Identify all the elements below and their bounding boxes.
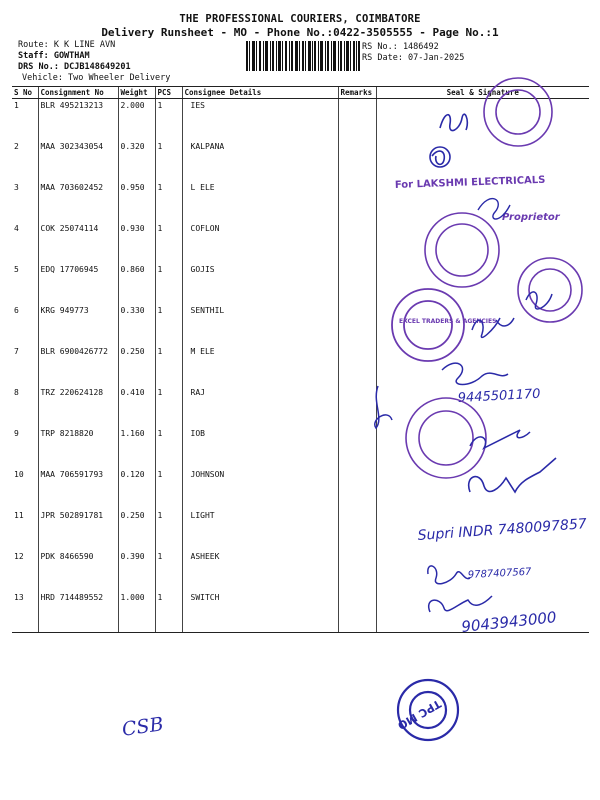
phone-row8: 9445501170 bbox=[457, 386, 541, 406]
cell-seal-signature bbox=[376, 263, 589, 304]
cell-consignment-no: MAA 706591793 bbox=[38, 468, 118, 509]
company-name: THE PROFESSIONAL COURIERS, COIMBATORE bbox=[179, 13, 421, 25]
cell-consignment-no: JPR 502891781 bbox=[38, 509, 118, 550]
stamp-bottom bbox=[398, 680, 458, 740]
cell-seal-signature bbox=[376, 550, 589, 591]
table-row bbox=[12, 140, 589, 181]
stamp-row3-text: For LAKSHMI ELECTRICALS bbox=[394, 174, 546, 191]
cell-pcs: 1 bbox=[155, 99, 182, 141]
cell-sno: 7 bbox=[14, 347, 19, 356]
vehicle-label: Vehicle: Two Wheeler Delivery bbox=[22, 73, 171, 83]
cell-remarks bbox=[338, 263, 376, 304]
table-row bbox=[12, 550, 589, 591]
rs-date: RS Date: 07-Jan-2025 bbox=[362, 53, 465, 63]
cell-remarks bbox=[338, 181, 376, 222]
cell-sno: 9 bbox=[14, 429, 19, 438]
cell-consignment-no: MAA 703602452 bbox=[38, 181, 118, 222]
cell-pcs: 1 bbox=[155, 181, 182, 222]
col-remarks: Remarks bbox=[338, 87, 376, 99]
cell-pcs: 1 bbox=[155, 222, 182, 263]
cell-weight: 2.000 bbox=[118, 99, 155, 141]
cell-sno: 2 bbox=[14, 142, 19, 151]
cell-consignee: LIGHT bbox=[182, 509, 338, 550]
table-row bbox=[12, 427, 589, 468]
cell-remarks bbox=[338, 140, 376, 181]
cell-sno: 1 bbox=[14, 101, 19, 110]
cell-seal-signature bbox=[376, 509, 589, 550]
table-row bbox=[12, 263, 589, 304]
col-consignee: Consignee Details bbox=[182, 87, 338, 99]
cell-consignee: KALPANA bbox=[182, 140, 338, 181]
cell-pcs: 1 bbox=[155, 591, 182, 633]
cell-sno: 11 bbox=[14, 511, 24, 520]
cell-remarks bbox=[338, 591, 376, 633]
cell-weight: 0.330 bbox=[118, 304, 155, 345]
cell-consignee: JOHNSON bbox=[182, 468, 338, 509]
cell-consignee: M ELE bbox=[182, 345, 338, 386]
cell-weight: 0.410 bbox=[118, 386, 155, 427]
cell-consignment-no: TRZ 220624128 bbox=[38, 386, 118, 427]
cell-sno: 12 bbox=[14, 552, 24, 561]
cell-pcs: 1 bbox=[155, 550, 182, 591]
table-header-row bbox=[12, 87, 589, 99]
cell-seal-signature bbox=[376, 222, 589, 263]
cell-pcs: 1 bbox=[155, 386, 182, 427]
cell-remarks bbox=[338, 550, 376, 591]
cell-remarks bbox=[338, 304, 376, 345]
cell-consignee: SWITCH bbox=[182, 591, 338, 633]
cell-consignee: IOB bbox=[182, 427, 338, 468]
cell-consignee: COFLON bbox=[182, 222, 338, 263]
cell-consignment-no: COK 25074114 bbox=[38, 222, 118, 263]
cell-weight: 0.390 bbox=[118, 550, 155, 591]
cell-sno: 4 bbox=[14, 224, 19, 233]
cell-weight: 0.930 bbox=[118, 222, 155, 263]
cell-remarks bbox=[338, 427, 376, 468]
table-row bbox=[12, 222, 589, 263]
col-pcs: PCS bbox=[155, 87, 182, 99]
phone-row12: 9787407567 bbox=[467, 566, 532, 581]
cell-weight: 0.250 bbox=[118, 509, 155, 550]
runsheet-title: Delivery Runsheet - MO - Phone No.:0422-3505555 - Page No.:1 bbox=[101, 26, 499, 39]
cell-seal-signature bbox=[376, 140, 589, 181]
cell-weight: 0.860 bbox=[118, 263, 155, 304]
table-row bbox=[12, 468, 589, 509]
cell-consignment-no: EDQ 17706945 bbox=[38, 263, 118, 304]
cell-consignment-no: PDK 8466590 bbox=[38, 550, 118, 591]
cell-pcs: 1 bbox=[155, 345, 182, 386]
table-row bbox=[12, 591, 589, 633]
cell-weight: 0.120 bbox=[118, 468, 155, 509]
col-weight: Weight bbox=[118, 87, 155, 99]
cell-weight: 1.000 bbox=[118, 591, 155, 633]
route-label: Route: K K LINE AVN bbox=[18, 40, 116, 50]
table-row bbox=[12, 386, 589, 427]
cell-sno: 6 bbox=[14, 306, 19, 315]
cell-remarks bbox=[338, 99, 376, 141]
cell-remarks bbox=[338, 468, 376, 509]
cell-weight: 0.320 bbox=[118, 140, 155, 181]
stamp-row3-proprietor: Proprietor bbox=[502, 212, 560, 223]
cell-consignment-no: KRG 949773 bbox=[38, 304, 118, 345]
cell-consignee: GOJIS bbox=[182, 263, 338, 304]
cell-pcs: 1 bbox=[155, 468, 182, 509]
phone-row13: 9043943000 bbox=[460, 608, 558, 636]
col-seal-signature: Seal & Signature bbox=[376, 87, 589, 99]
rs-number: RS No.: 1486492 bbox=[362, 42, 439, 52]
table-row bbox=[12, 304, 589, 345]
table-row bbox=[12, 345, 589, 386]
cell-consignee: SENTHIL bbox=[182, 304, 338, 345]
cell-seal-signature bbox=[376, 345, 589, 386]
barcode bbox=[246, 41, 360, 71]
runsheet-table bbox=[12, 86, 589, 633]
cell-seal-signature bbox=[376, 99, 589, 141]
cell-remarks bbox=[338, 222, 376, 263]
cell-consignee: ASHEEK bbox=[182, 550, 338, 591]
cell-seal-signature bbox=[376, 468, 589, 509]
drs-number: DRS No.: DCJB148649201 bbox=[18, 62, 131, 72]
cell-consignment-no: MAA 302343054 bbox=[38, 140, 118, 181]
col-consignment: Consignment No bbox=[38, 87, 118, 99]
table-row bbox=[12, 509, 589, 550]
cell-weight: 0.950 bbox=[118, 181, 155, 222]
cell-pcs: 1 bbox=[155, 509, 182, 550]
cell-consignee: L ELE bbox=[182, 181, 338, 222]
cell-sno: 13 bbox=[12, 591, 38, 633]
cell-pcs: 1 bbox=[155, 427, 182, 468]
table-row bbox=[12, 99, 589, 141]
cell-sno: 3 bbox=[14, 183, 19, 192]
cell-consignment-no: TRP 8218820 bbox=[38, 427, 118, 468]
stamp-bottom-text: TPC MO bbox=[395, 696, 444, 733]
cell-pcs: 1 bbox=[155, 304, 182, 345]
cell-pcs: 1 bbox=[155, 140, 182, 181]
bottom-initials: CSB bbox=[120, 713, 165, 741]
cell-seal-signature bbox=[376, 591, 589, 633]
cell-weight: 0.250 bbox=[118, 345, 155, 386]
cell-sno: 8 bbox=[14, 388, 19, 397]
cell-consignee: RAJ bbox=[182, 386, 338, 427]
cell-consignment-no: BLR 495213213 bbox=[38, 99, 118, 141]
cell-seal-signature bbox=[376, 386, 589, 427]
staff-label: Staff: GOWTHAM bbox=[18, 51, 90, 61]
cell-remarks bbox=[338, 509, 376, 550]
cell-sno: 5 bbox=[14, 265, 19, 274]
stamp-row6-text: EXCEL TRADERS & AGENCIES bbox=[399, 318, 497, 325]
name-row11: Supri INDR 7480097857 bbox=[417, 516, 588, 544]
table-row bbox=[12, 181, 589, 222]
cell-consignment-no: HRD 714489552 bbox=[38, 591, 118, 633]
cell-remarks bbox=[338, 386, 376, 427]
cell-seal-signature bbox=[376, 304, 589, 345]
cell-seal-signature bbox=[376, 427, 589, 468]
cell-sno: 10 bbox=[14, 470, 24, 479]
cell-consignment-no: BLR 6900426772 bbox=[38, 345, 118, 386]
cell-remarks bbox=[338, 345, 376, 386]
cell-weight: 1.160 bbox=[118, 427, 155, 468]
cell-seal-signature bbox=[376, 181, 589, 222]
col-sno: S No bbox=[12, 87, 38, 99]
cell-consignee: IES bbox=[182, 99, 338, 141]
cell-pcs: 1 bbox=[155, 263, 182, 304]
